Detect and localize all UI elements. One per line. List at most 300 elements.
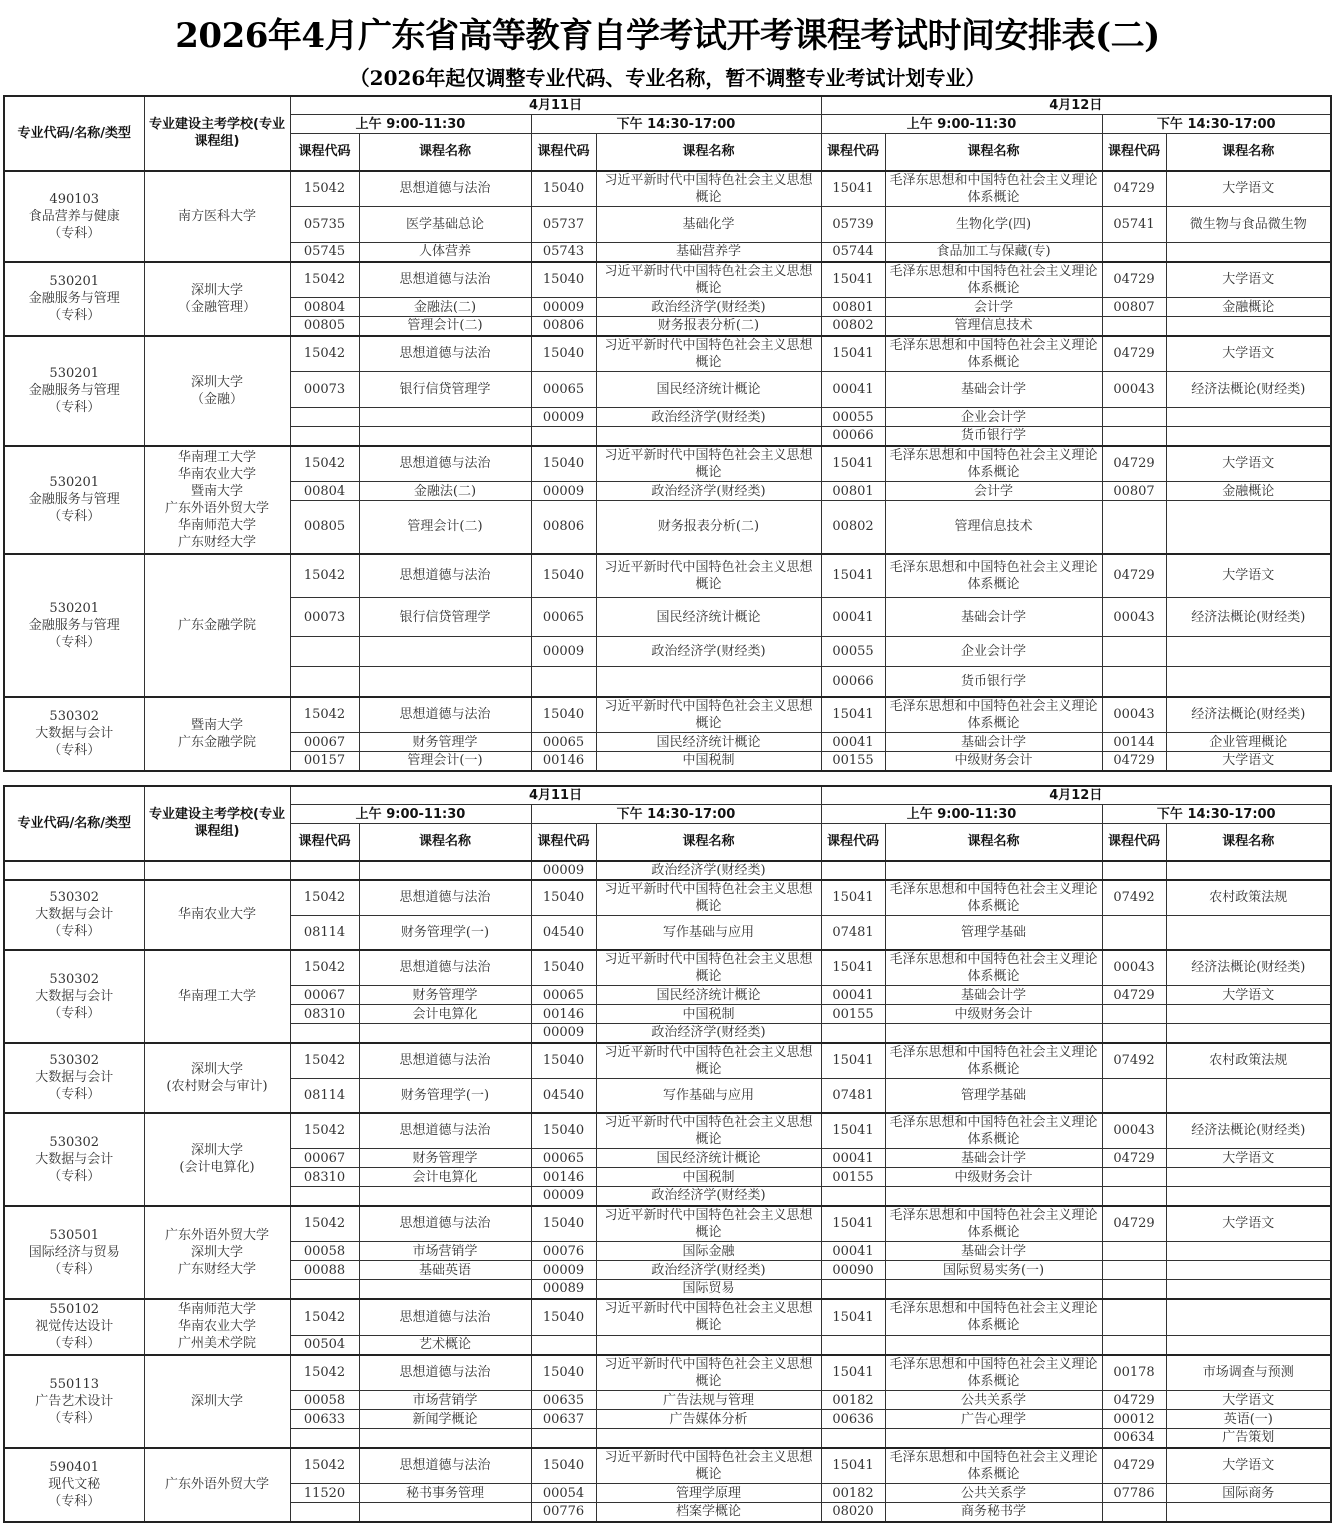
day1-am-code: 00073 [290, 598, 359, 637]
day2-pm-code [1102, 1024, 1166, 1043]
day2-am-name: 毛泽东思想和中国特色社会主义理论体系概论 [885, 171, 1102, 207]
day2-am-code: 00066 [821, 427, 885, 446]
day1-pm-code: 00009 [531, 482, 596, 501]
day2-pm-name: 农村政策法规 [1166, 1043, 1331, 1079]
day1-am-code: 15042 [290, 554, 359, 598]
day2-pm-code [1102, 916, 1166, 950]
table-body [4, 171, 1331, 771]
day1-am-name: 思想道德与法治 [359, 1448, 531, 1484]
day1-pm-code: 05737 [531, 207, 596, 243]
major-name: 金融服务与管理 [28, 617, 120, 633]
day1-am-code: 15042 [290, 1043, 359, 1079]
day2-pm-name: 大学语文 [1166, 446, 1331, 482]
school-name: 广东外语外贸大学 [164, 500, 269, 516]
day2-am-code: 15041 [821, 697, 885, 733]
school-name: 华南农业大学 [177, 907, 256, 922]
school-cell [144, 446, 290, 554]
day1-pm-code: 04540 [531, 916, 596, 950]
day1-am-code [290, 427, 359, 446]
day1-pm-code: 00009 [531, 1187, 596, 1206]
day1-pm-name: 习近平新时代中国特色社会主义思想概论 [596, 262, 821, 298]
day1-am-code: 05735 [290, 207, 359, 243]
school-name: 深圳大学 [190, 1393, 243, 1409]
major-cell [4, 554, 144, 697]
major-code: 530501 [49, 1227, 100, 1243]
major-code: 490103 [49, 191, 100, 207]
header-day2: 4月12日 [821, 786, 1331, 805]
day1-pm-name: 中国税制 [596, 752, 821, 771]
major-type: （专科） [48, 308, 101, 323]
header-name: 课程名称 [596, 134, 821, 171]
day2-am-name: 货币银行学 [885, 427, 1102, 446]
day1-am-code [290, 1187, 359, 1206]
day2-am-name: 公共关系学 [885, 1391, 1102, 1410]
day1-pm-code [531, 1336, 596, 1355]
day2-pm-name: 微生物与食品微生物 [1166, 207, 1331, 243]
day2-pm-name [1166, 501, 1331, 554]
day1-am-code: 15042 [290, 1113, 359, 1149]
day1-pm-name: 习近平新时代中国特色社会主义思想概论 [596, 1355, 821, 1391]
day1-am-name [359, 1280, 531, 1299]
day1-am-code: 08114 [290, 1079, 359, 1113]
day1-pm-name: 习近平新时代中国特色社会主义思想概论 [596, 1043, 821, 1079]
day1-am-name: 会计电算化 [359, 1168, 531, 1187]
day1-am-name: 新闻学概论 [359, 1410, 531, 1429]
day1-am-code: 15042 [290, 446, 359, 482]
day2-am-name [885, 1024, 1102, 1043]
day2-pm-code [1102, 1187, 1166, 1206]
school-cell [144, 1206, 290, 1299]
day1-am-name: 财务管理学 [359, 1149, 531, 1168]
day2-pm-name [1166, 861, 1331, 880]
day2-pm-code: 00043 [1102, 372, 1166, 408]
day2-am-name: 基础会计学 [885, 372, 1102, 408]
day1-pm-name: 政治经济学(财经类) [596, 1261, 821, 1280]
day2-am-code: 07481 [821, 916, 885, 950]
day2-am-name: 国际贸易实务(一) [885, 1261, 1102, 1280]
day2-am-name: 中级财务会计 [885, 1168, 1102, 1187]
day2-am-name: 毛泽东思想和中国特色社会主义理论体系概论 [885, 697, 1102, 733]
day2-pm-name [1166, 427, 1331, 446]
day2-am-name: 毛泽东思想和中国特色社会主义理论体系概论 [885, 1043, 1102, 1079]
day2-pm-name: 金融概论 [1166, 298, 1331, 317]
header-day2-pm: 下午 14:30-17:00 [1102, 805, 1331, 824]
day2-am-name: 毛泽东思想和中国特色社会主义理论体系概论 [885, 336, 1102, 372]
day2-pm-name: 企业管理概论 [1166, 733, 1331, 752]
day1-am-code [290, 637, 359, 667]
day1-pm-name: 档案学概论 [596, 1503, 821, 1522]
day2-am-code: 00041 [821, 372, 885, 408]
major-cell [4, 1113, 144, 1206]
day1-pm-name: 习近平新时代中国特色社会主义思想概论 [596, 950, 821, 986]
school-name: 广东财经大学 [177, 1261, 256, 1277]
school-cell [144, 262, 290, 336]
day1-pm-code [531, 667, 596, 697]
day2-am-name: 生物化学(四) [885, 207, 1102, 243]
major-code: 530201 [49, 274, 100, 289]
day2-am-name: 毛泽东思想和中国特色社会主义理论体系概论 [885, 1206, 1102, 1242]
day2-pm-code [1102, 1336, 1166, 1355]
day2-am-name: 毛泽东思想和中国特色社会主义理论体系概论 [885, 1113, 1102, 1149]
day1-am-code: 00073 [290, 372, 359, 408]
day2-pm-name [1166, 243, 1331, 262]
day1-am-name: 思想道德与法治 [359, 336, 531, 372]
day2-pm-name: 经济法概论(财经类) [1166, 372, 1331, 408]
day2-pm-name: 金融概论 [1166, 482, 1331, 501]
major-code: 530302 [49, 890, 100, 905]
day2-am-code: 15041 [821, 1113, 885, 1149]
school-name: 深圳大学 [190, 374, 243, 390]
day1-pm-code: 15040 [531, 336, 596, 372]
day2-pm-code: 00043 [1102, 598, 1166, 637]
major-type: （专科） [48, 225, 101, 241]
school-name: 华南师范大学 [177, 517, 256, 533]
school-name: 华南师范大学 [177, 1302, 256, 1317]
day1-pm-code: 00009 [531, 861, 596, 880]
day1-am-code: 00633 [290, 1410, 359, 1429]
day1-pm-name: 国民经济统计概论 [596, 1149, 821, 1168]
day2-am-name: 会计学 [885, 482, 1102, 501]
day2-pm-code: 00043 [1102, 697, 1166, 733]
day1-am-name [359, 667, 531, 697]
day2-am-code: 00801 [821, 298, 885, 317]
day2-am-code: 00055 [821, 637, 885, 667]
day1-am-name: 人体营养 [359, 243, 531, 262]
day2-am-code: 00182 [821, 1391, 885, 1410]
day2-pm-code: 04729 [1102, 446, 1166, 482]
day2-pm-code [1102, 1261, 1166, 1280]
school-cell [144, 1043, 290, 1113]
day1-pm-name: 习近平新时代中国特色社会主义思想概论 [596, 1299, 821, 1336]
day1-am-code: 15042 [290, 880, 359, 916]
day2-am-name: 基础会计学 [885, 598, 1102, 637]
day1-am-code: 11520 [290, 1484, 359, 1503]
day1-am-name: 思想道德与法治 [359, 171, 531, 207]
major-type: （专科） [48, 1336, 101, 1351]
day2-am-code: 00041 [821, 1149, 885, 1168]
day2-pm-code: 00012 [1102, 1410, 1166, 1429]
header-day1-am: 上午 9:00-11:30 [290, 115, 531, 134]
schedule-table-1 [3, 95, 1332, 772]
day1-pm-name: 国民经济统计概论 [596, 372, 821, 408]
day2-am-name: 企业会计学 [885, 637, 1102, 667]
day2-pm-code [1102, 501, 1166, 554]
day1-pm-name: 国民经济统计概论 [596, 986, 821, 1005]
day2-pm-name: 大学语文 [1166, 336, 1331, 372]
day1-am-name: 思想道德与法治 [359, 446, 531, 482]
day2-am-name: 基础会计学 [885, 1242, 1102, 1261]
day2-am-code: 00041 [821, 986, 885, 1005]
major-cell [4, 861, 144, 880]
school-name: 广东外语外贸大学 [164, 1477, 269, 1492]
day2-pm-code: 04729 [1102, 171, 1166, 207]
major-cell [4, 880, 144, 950]
school-name: 南方医科大学 [177, 208, 256, 224]
day2-am-name [885, 861, 1102, 880]
day1-pm-name: 习近平新时代中国特色社会主义思想概论 [596, 1206, 821, 1242]
day1-am-code [290, 1280, 359, 1299]
day1-pm-code: 15040 [531, 554, 596, 598]
major-cell [4, 1299, 144, 1355]
school-name: 广东外语外贸大学 [164, 1227, 269, 1243]
day2-am-name: 中级财务会计 [885, 1005, 1102, 1024]
school-cell [144, 1299, 290, 1355]
day1-pm-name: 政治经济学(财经类) [596, 482, 821, 501]
day2-pm-name: 大学语文 [1166, 1149, 1331, 1168]
day1-pm-code [531, 1429, 596, 1448]
day2-pm-code: 04729 [1102, 986, 1166, 1005]
day2-am-code: 00041 [821, 598, 885, 637]
day1-am-code: 00088 [290, 1261, 359, 1280]
day2-am-name [885, 1187, 1102, 1206]
major-type: （专科） [48, 1410, 101, 1426]
day1-pm-name: 习近平新时代中国特色社会主义思想概论 [596, 171, 821, 207]
day2-pm-name [1166, 637, 1331, 667]
day1-am-name: 金融法(二) [359, 482, 531, 501]
day2-pm-code [1102, 317, 1166, 336]
day2-pm-name: 国际商务 [1166, 1484, 1331, 1503]
day2-am-code: 07481 [821, 1079, 885, 1113]
day2-am-code: 00155 [821, 752, 885, 771]
day1-am-code [290, 667, 359, 697]
day1-am-code: 00157 [290, 752, 359, 771]
major-code: 530302 [49, 1134, 100, 1150]
day1-pm-name: 广告法规与管理 [596, 1391, 821, 1410]
day1-pm-name: 政治经济学(财经类) [596, 1187, 821, 1206]
day2-pm-code [1102, 408, 1166, 427]
table-row [4, 336, 1331, 372]
day2-am-name: 基础会计学 [885, 986, 1102, 1005]
major-code: 530302 [49, 971, 100, 987]
major-name: 食品营养与健康 [28, 208, 120, 224]
day2-am-name: 管理信息技术 [885, 317, 1102, 336]
day2-pm-name [1166, 916, 1331, 950]
day1-am-name [359, 1024, 531, 1043]
day1-am-name: 财务管理学 [359, 733, 531, 752]
major-code: 530201 [49, 475, 100, 490]
school-name: 华南理工大学 [177, 449, 256, 465]
header-code: 课程代码 [290, 134, 359, 171]
day1-pm-code: 00065 [531, 1149, 596, 1168]
school-name: 深圳大学 [190, 1244, 243, 1260]
table-row [4, 1448, 1331, 1484]
day1-am-name [359, 861, 531, 880]
day2-am-name: 毛泽东思想和中国特色社会主义理论体系概论 [885, 554, 1102, 598]
header-day2-pm: 下午 14:30-17:00 [1102, 115, 1331, 134]
day1-pm-code: 00009 [531, 637, 596, 667]
day1-am-name: 市场营销学 [359, 1391, 531, 1410]
header-day1-pm: 下午 14:30-17:00 [531, 115, 821, 134]
major-code: 590401 [49, 1460, 100, 1475]
day2-am-name [885, 1280, 1102, 1299]
header-code: 课程代码 [531, 134, 596, 171]
day1-pm-name: 写作基础与应用 [596, 916, 821, 950]
header-name: 课程名称 [1166, 824, 1331, 861]
day1-am-name: 思想道德与法治 [359, 1299, 531, 1336]
day2-am-code: 15041 [821, 171, 885, 207]
day1-pm-code: 00776 [531, 1503, 596, 1522]
day2-am-code [821, 1187, 885, 1206]
day1-pm-code: 00146 [531, 752, 596, 771]
header-name: 课程名称 [1166, 134, 1331, 171]
header-name: 课程名称 [885, 824, 1102, 861]
major-type: （专科） [48, 634, 101, 650]
day1-am-code: 15042 [290, 171, 359, 207]
header-code: 课程代码 [821, 134, 885, 171]
header-day1-pm: 下午 14:30-17:00 [531, 805, 821, 824]
schedule-table-2 [3, 785, 1332, 1523]
day2-pm-code: 04729 [1102, 1448, 1166, 1484]
day2-am-name: 毛泽东思想和中国特色社会主义理论体系概论 [885, 880, 1102, 916]
school-name: 华南农业大学 [177, 1319, 256, 1334]
day2-pm-code [1102, 637, 1166, 667]
day1-am-name: 思想道德与法治 [359, 1206, 531, 1242]
table-row [4, 1113, 1331, 1149]
day2-am-name: 货币银行学 [885, 667, 1102, 697]
page-title: 2026年4月广东省高等教育自学考试开考课程考试时间安排表(二) [175, 16, 1160, 56]
day1-pm-name: 国民经济统计概论 [596, 733, 821, 752]
day1-am-name: 银行信贷管理学 [359, 372, 531, 408]
day1-pm-name: 习近平新时代中国特色社会主义思想概论 [596, 446, 821, 482]
day2-am-name: 毛泽东思想和中国特色社会主义理论体系概论 [885, 262, 1102, 298]
day2-pm-code: 07786 [1102, 1484, 1166, 1503]
school-name: 深圳大学 [190, 1061, 243, 1077]
day1-am-code: 08310 [290, 1168, 359, 1187]
day1-am-code: 08114 [290, 916, 359, 950]
day2-pm-name: 大学语文 [1166, 1448, 1331, 1484]
day1-pm-name: 习近平新时代中国特色社会主义思想概论 [596, 554, 821, 598]
major-type: （专科） [48, 924, 101, 939]
day2-pm-code: 04729 [1102, 554, 1166, 598]
day2-am-name: 毛泽东思想和中国特色社会主义理论体系概论 [885, 1299, 1102, 1336]
day2-am-code: 15041 [821, 1299, 885, 1336]
day2-am-code: 05744 [821, 243, 885, 262]
day2-am-code: 15041 [821, 336, 885, 372]
day1-am-code: 00804 [290, 298, 359, 317]
major-name: 大数据与会计 [35, 1070, 114, 1085]
day1-pm-code: 15040 [531, 1355, 596, 1391]
school-name: 暨南大学 [190, 717, 243, 733]
header-day1: 4月11日 [290, 96, 821, 115]
school-cell [144, 880, 290, 950]
day2-pm-code [1102, 667, 1166, 697]
day2-am-code: 00636 [821, 1410, 885, 1429]
day1-am-name [359, 1503, 531, 1522]
day2-pm-code: 00807 [1102, 482, 1166, 501]
day2-pm-name: 经济法概论(财经类) [1166, 598, 1331, 637]
major-code: 550102 [49, 1302, 100, 1317]
major-code: 530201 [49, 600, 100, 616]
day2-pm-code: 00043 [1102, 950, 1166, 986]
day1-pm-name: 政治经济学(财经类) [596, 408, 821, 427]
day1-am-code: 15042 [290, 950, 359, 986]
table-row [4, 446, 1331, 482]
day1-pm-name: 习近平新时代中国特色社会主义思想概论 [596, 1113, 821, 1149]
day2-pm-name [1166, 1024, 1331, 1043]
day1-am-code [290, 1429, 359, 1448]
day1-pm-name: 习近平新时代中国特色社会主义思想概论 [596, 336, 821, 372]
day2-pm-code [1102, 1503, 1166, 1522]
day1-am-name: 财务管理学 [359, 986, 531, 1005]
day2-pm-code: 04729 [1102, 336, 1166, 372]
day1-am-name: 金融法(二) [359, 298, 531, 317]
table-header [4, 96, 1331, 171]
table-row [4, 262, 1331, 298]
major-name: 金融服务与管理 [28, 291, 120, 306]
day2-am-code: 00802 [821, 317, 885, 336]
day1-am-name: 基础英语 [359, 1261, 531, 1280]
major-type: （专科） [48, 1168, 101, 1184]
day2-am-code [821, 861, 885, 880]
day2-pm-name: 大学语文 [1166, 1391, 1331, 1410]
header-name: 课程名称 [359, 134, 531, 171]
day1-pm-code: 00065 [531, 598, 596, 637]
major-cell [4, 171, 144, 262]
day2-am-code [821, 1024, 885, 1043]
day2-pm-code [1102, 1168, 1166, 1187]
table-row [4, 1355, 1331, 1391]
day1-pm-name: 广告媒体分析 [596, 1410, 821, 1429]
day1-am-code: 15042 [290, 1355, 359, 1391]
day2-am-name: 毛泽东思想和中国特色社会主义理论体系概论 [885, 1355, 1102, 1391]
day1-am-code: 15042 [290, 336, 359, 372]
day1-am-name: 会计电算化 [359, 1005, 531, 1024]
day1-pm-name: 国际金融 [596, 1242, 821, 1261]
day1-pm-name: 基础营养学 [596, 243, 821, 262]
school-cell [144, 1113, 290, 1206]
day2-pm-name [1166, 1299, 1331, 1336]
major-name: 国际经济与贸易 [28, 1244, 120, 1260]
major-cell [4, 1206, 144, 1299]
day2-pm-name [1166, 317, 1331, 336]
header-day2-am: 上午 9:00-11:30 [821, 115, 1102, 134]
day2-am-name: 商务秘书学 [885, 1503, 1102, 1522]
day1-am-name: 艺术概论 [359, 1336, 531, 1355]
day1-pm-name: 政治经济学(财经类) [596, 637, 821, 667]
header-code: 课程代码 [531, 824, 596, 861]
day1-am-code: 00805 [290, 317, 359, 336]
day1-pm-name: 国民经济统计概论 [596, 598, 821, 637]
school-name: (农村财会与审计) [166, 1078, 268, 1094]
day1-pm-code: 15040 [531, 880, 596, 916]
day1-pm-code: 00065 [531, 986, 596, 1005]
day2-pm-name [1166, 1503, 1331, 1522]
day1-am-name [359, 427, 531, 446]
day2-pm-name [1166, 1005, 1331, 1024]
school-name: 广东财经大学 [177, 534, 256, 550]
major-name: 大数据与会计 [35, 726, 114, 741]
header-code: 课程代码 [821, 824, 885, 861]
day1-pm-name: 财务报表分析(二) [596, 317, 821, 336]
day2-pm-name: 大学语文 [1166, 171, 1331, 207]
major-name: 大数据与会计 [35, 907, 114, 922]
day2-pm-name: 市场调查与预测 [1166, 1355, 1331, 1391]
day1-am-code: 00067 [290, 1149, 359, 1168]
major-code: 530302 [49, 709, 100, 724]
day2-pm-code: 04729 [1102, 1206, 1166, 1242]
page-subtitle: （2026年起仅调整专业代码、专业名称，暂不调整专业考试计划专业） [349, 66, 986, 90]
school-name: 华南农业大学 [177, 466, 256, 482]
day2-pm-name [1166, 1336, 1331, 1355]
major-type: （专科） [48, 1005, 101, 1021]
day1-am-name: 财务管理学(一) [359, 916, 531, 950]
day1-am-code: 05745 [290, 243, 359, 262]
table-row [4, 861, 1331, 880]
day2-pm-code: 07492 [1102, 1043, 1166, 1079]
school-name: 深圳大学 [190, 1143, 243, 1158]
header-major: 专业代码/名称/类型 [4, 96, 144, 171]
day1-pm-code: 00806 [531, 317, 596, 336]
